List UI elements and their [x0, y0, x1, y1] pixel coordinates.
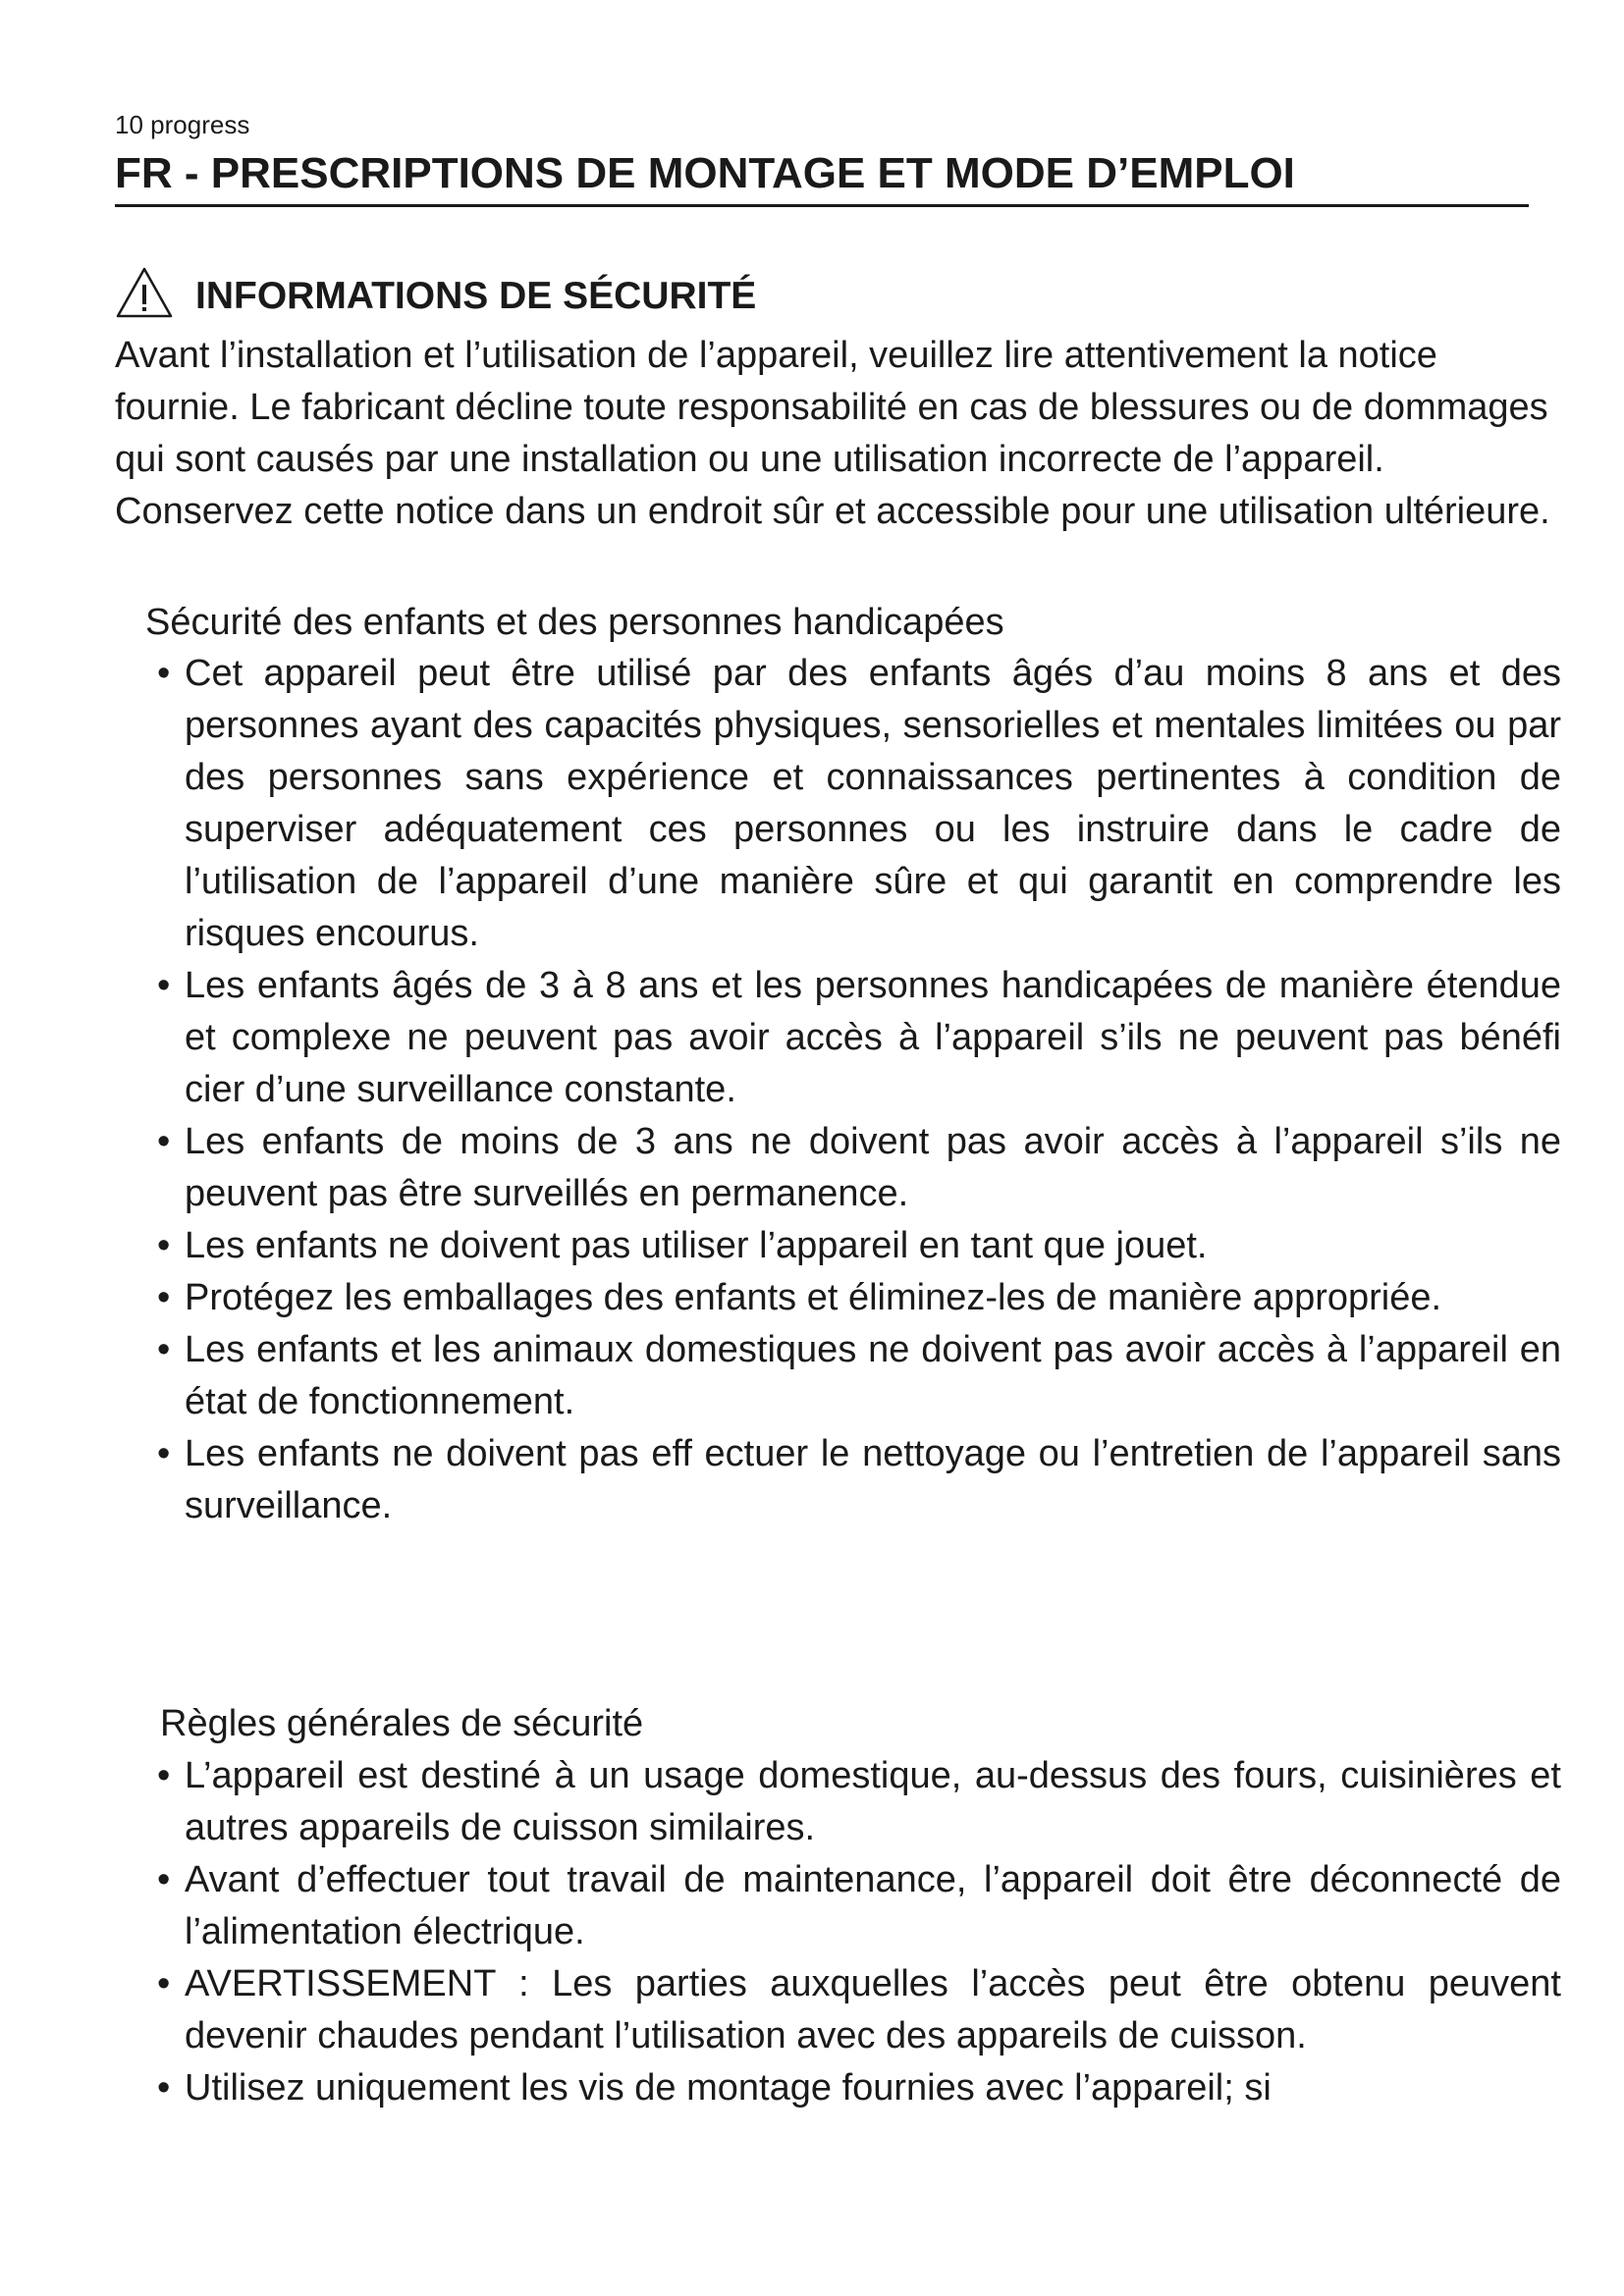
list-item: • Utilisez uniquement les vis de montage fournies avec l’appareil; si — [157, 2062, 1561, 2114]
list-item: • AVERTISSEMENT : Les parties auxquelles l’accès peut être obtenu peuvent devenir chaudes pendant l’utilisation avec des appareils de cuisson. — [157, 1958, 1561, 2062]
safety-heading — [115, 265, 756, 320]
list-item: • Protégez les emballages des enfants et éliminez-les de manière appropriée. — [157, 1272, 1561, 1324]
list-item: • Les enfants et les animaux domestiques ne doivent pas avoir accès à l’appareil en état de fonctionnement. — [157, 1324, 1561, 1428]
list-item: • Les enfants ne doivent pas utiliser l’appareil en tant que jouet. — [157, 1220, 1561, 1272]
intro-paragraph: Avant l’installation et l’utilisation de l’appareil, veuillez lire attentivement la notice fournie. Le fabricant décline toute responsabilité en cas de blessures ou de dommages qui sont causés par une installation ou une utilisation incorrecte de l’appareil. Conservez cette notice dans un endroit sûr et accessible pour une utilisation ultérieure. — [115, 335, 1550, 532]
brand-name: progress — [150, 110, 250, 139]
general-section-title: Règles générales de sécurité — [160, 1703, 644, 1744]
list-item: • Les enfants âgés de 3 à 8 ans et les personnes handicapées de manière étendue et complexe ne peuvent pas avoir accès à l’appareil s’ils ne peuvent pas bénéfi cier d’une surveillance constante. — [157, 960, 1561, 1116]
document-title: FR - PRESCRIPTIONS DE MONTAGE ET MODE D’EMPLOI — [115, 147, 1529, 207]
children-section-title: Sécurité des enfants et des personnes handicapées — [145, 602, 1004, 643]
page-number: 10 — [115, 110, 143, 139]
page-header-line — [115, 110, 249, 140]
children-safety-list — [157, 648, 1561, 1532]
list-item: • Les enfants de moins de 3 ans ne doivent pas avoir accès à l’appareil s’ils ne peuvent pas être surveillés en permanence. — [157, 1116, 1561, 1220]
warning-triangle-icon — [115, 265, 174, 320]
safety-heading-text: INFORMATIONS DE SÉCURITÉ — [195, 275, 757, 317]
list-item: • L’appareil est destiné à un usage domestique, au-dessus des fours, cuisinières et autres appareils de cuisson similaires. — [157, 1750, 1561, 1854]
list-item: • Cet appareil peut être utilisé par des enfants âgés d’au moins 8 ans et des personnes ayant des capacités physiques, sensorielles et mentales limitées ou par des personnes sans expérience et connaissances pertinentes à condition de superviser adéquatement ces personnes ou les instruire dans le cadre de l’utilisation de l’appareil d’une manière sûre et qui garantit en comprendre les risques encourus. — [157, 648, 1561, 960]
list-item: • Les enfants ne doivent pas eff ectuer le nettoyage ou l’entretien de l’appareil sans surveillance. — [157, 1428, 1561, 1532]
general-safety-list — [157, 1750, 1561, 2114]
list-item: • Avant d’effectuer tout travail de maintenance, l’appareil doit être déconnecté de l’alimentation électrique. — [157, 1854, 1561, 1958]
